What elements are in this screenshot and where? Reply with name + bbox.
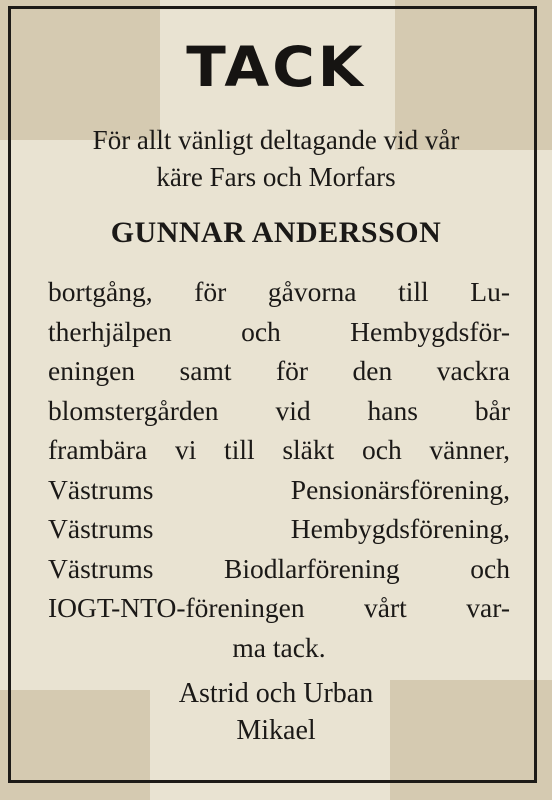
notice-heading: TACK bbox=[186, 34, 366, 100]
body-line: Västrums Hembygdsförening, bbox=[48, 513, 510, 544]
body-line: blomstergården vid hans bår bbox=[48, 394, 510, 426]
intro-text bbox=[0, 122, 552, 196]
body-line: eningen samt för den vackra bbox=[48, 355, 510, 386]
body-line: Västrums Biodlarförening och bbox=[48, 552, 510, 584]
body-line: ma tack. bbox=[232, 631, 326, 663]
signature-line: Mikael bbox=[236, 715, 316, 746]
notice-body bbox=[48, 272, 510, 667]
signature-line: Astrid och Urban bbox=[178, 678, 374, 709]
body-line: Västrums Pensionärsförening, bbox=[48, 473, 510, 505]
intro-line: För allt vänligt deltagande vid vår bbox=[92, 125, 460, 155]
body-line: therhjälpen och Hembygdsför- bbox=[48, 315, 510, 347]
body-line: bortgång, för gåvorna till Lu- bbox=[48, 276, 510, 307]
intro-line: käre Fars och Morfars bbox=[156, 162, 396, 192]
deceased-name: GUNNAR ANDERSSON bbox=[110, 216, 442, 249]
body-line: frambära vi till släkt och vänner, bbox=[48, 434, 510, 465]
body-line: IOGT-NTO-föreningen vårt var- bbox=[48, 592, 510, 623]
